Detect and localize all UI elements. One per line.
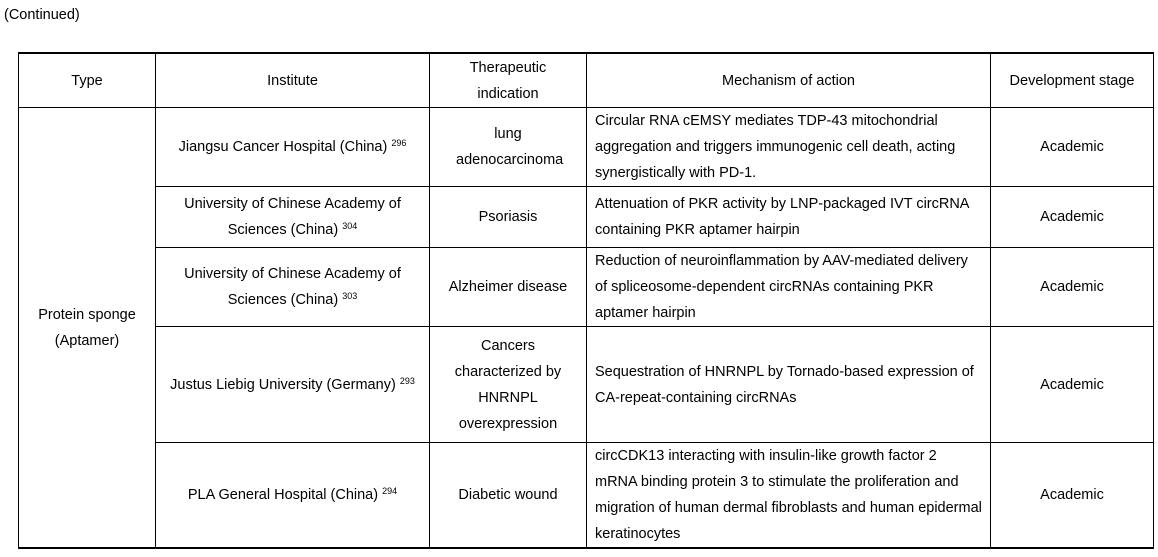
table-row <box>19 187 1154 248</box>
header-type: Type <box>19 53 156 108</box>
indication-cell: Alzheimer disease <box>430 248 587 327</box>
indication-cell: lung adenocarcinoma <box>430 108 587 187</box>
table-caption: (Continued) <box>4 7 80 23</box>
indication-cell: Cancers characterized by HNRNPL overexpression <box>430 327 587 443</box>
table-row <box>19 248 1154 327</box>
mechanism-cell: Sequestration of HNRNPL by Tornado-based expression of CA-repeat-containing circRNAs <box>587 327 991 443</box>
institute-cell <box>156 327 430 443</box>
reference-number: 304 <box>342 221 358 231</box>
institute-name: Justus Liebig University (Germany) <box>170 376 396 393</box>
stage-cell: Academic <box>991 248 1154 327</box>
table-row <box>19 443 1154 549</box>
reference-number: 294 <box>382 486 398 496</box>
header-stage: Development stage <box>991 53 1154 108</box>
indication-cell: Psoriasis <box>430 187 587 248</box>
table-row <box>19 108 1154 187</box>
mechanism-cell: Attenuation of PKR activity by LNP-packaged IVT circRNA containing PKR aptamer hairpin <box>587 187 991 248</box>
stage-cell: Academic <box>991 443 1154 549</box>
reference-number: 293 <box>399 375 415 386</box>
institute-name: Jiangsu Cancer Hospital (China) <box>178 139 388 155</box>
header-institute: Institute <box>156 53 430 108</box>
institute-cell <box>156 443 430 549</box>
header-indication: Therapeutic indication <box>430 53 587 108</box>
institute-name: University of Chinese Academy of Sciences (China) <box>184 196 401 238</box>
mechanism-cell: Reduction of neuroinflammation by AAV-mediated delivery of spliceosome-dependent circRNAs containing PKR aptamer hairpin <box>587 248 991 327</box>
stage-cell: Academic <box>991 187 1154 248</box>
header-row <box>19 53 1154 108</box>
institute-cell <box>156 108 430 187</box>
institute-name: PLA General Hospital (China) <box>187 487 379 503</box>
stage-cell: Academic <box>991 327 1154 443</box>
header-mechanism: Mechanism of action <box>587 53 991 108</box>
mechanism-cell: Circular RNA cEMSY mediates TDP-43 mitochondrial aggregation and triggers immunogenic cell death, acting synergistically with PD-1. <box>587 108 991 187</box>
mechanism-cell: circCDK13 interacting with insulin-like growth factor 2 mRNA binding protein 3 to stimulate the proliferation and migration of human dermal fibroblasts and human epidermal keratinocytes <box>587 443 991 549</box>
stage-cell: Academic <box>991 108 1154 187</box>
table-row <box>19 327 1154 443</box>
therapeutics-table <box>18 52 1154 549</box>
institute-cell <box>156 248 430 327</box>
type-cell: Protein sponge (Aptamer) <box>19 108 156 549</box>
reference-number: 296 <box>391 138 407 148</box>
institute-cell <box>156 187 430 248</box>
institute-name: University of Chinese Academy of Sciences (China) <box>184 266 401 308</box>
reference-number: 303 <box>342 291 358 301</box>
indication-cell: Diabetic wound <box>430 443 587 549</box>
